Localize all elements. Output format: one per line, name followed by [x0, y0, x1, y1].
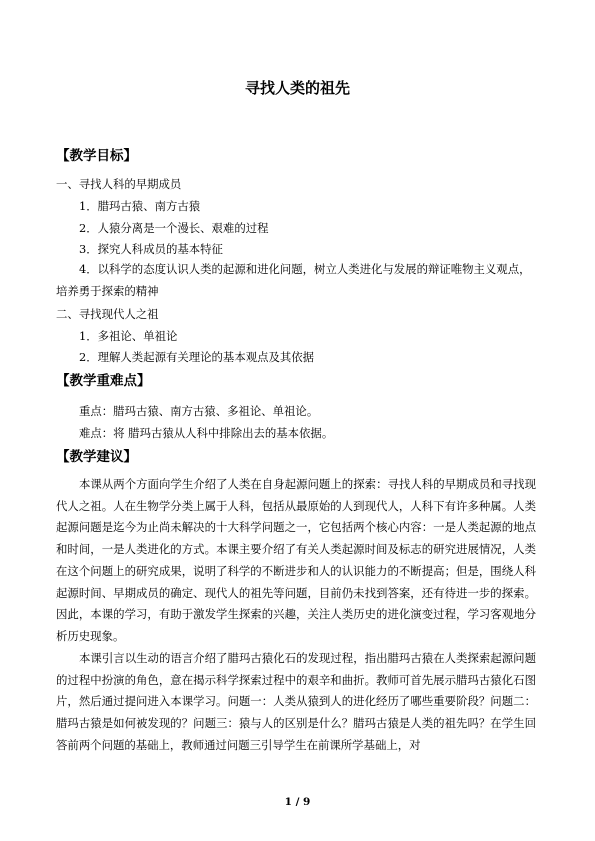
goals-item: 3．探究人科成员的基本特征 [79, 242, 223, 256]
document-title: 寻找人类的祖先 [244, 79, 350, 97]
goals-item: 2．人猿分离是一个漫长、艰难的过程 [79, 221, 269, 235]
section-heading-keypoints: 【教学重难点】 [56, 373, 151, 389]
page-number: 1 / 9 [284, 796, 311, 808]
goals-item: 1．腊玛古猿、南方古猿 [79, 199, 201, 213]
goals-part2: 二、寻找现代人之祖 [56, 307, 159, 321]
suggestion-paragraph: 本课从两个方面向学生介绍了人类在自身起源问题上的探索：寻找人科的早期成员和寻找现代人之祖。人在生物学分类上属于人科，包括从最原始的人到现代人，人科下有许多种属。人类起源问题是迄今为止尚未解决的十大科学问题之一，它包括两个核心内容：一是人类起源的地点和时间，一是人类进化的方式。本课主要介绍了有关人类起源时间及标志的研究进展情况，人类在这个问题上的研究成果，说明了科学的不断进步和人的认识能力的不断提高；但是，围绕人科起源时间、早期成员的确定、现代人的祖先等问题，目前仍未找到答案，还有待进一步的探索。因此，本课的学习，有助于激发学生探索的兴趣，关注人类历史的进化演变过程，学习客观地分析历史现象。 [56, 477, 536, 643]
goals-item: 2．理解人类起源有关理论的基本观点及其依据 [79, 350, 315, 364]
goals-item: 4．以科学的态度认识人类的起源和进化问题，树立人类进化与发展的辩证唯物主义观点，培养勇于探索的精神 [56, 262, 531, 298]
section-heading-suggestions: 【教学建议】 [56, 449, 137, 465]
key-point: 重点：腊玛古猿、南方古猿、多祖论、单祖论。 [79, 404, 319, 418]
goals-part1: 一、寻找人科的早期成员 [56, 177, 182, 191]
suggestion-paragraph: 本课引言以生动的语言介绍了腊玛古猿化石的发现过程，指出腊玛古猿在人类探索起源问题的过程中扮演的角色，意在揭示科学探索过程中的艰辛和曲折。教师可首先展示腊玛古猿化石图片，然后通过提问进入本课学习。问题一：人类从猿到人的进化经历了哪些重要阶段？问题二：腊玛古猿是如何被发现的？问题三：猿与人的区别是什么？腊玛古猿是人类的祖先吗？在学生回答前两个问题的基础上，教师通过问题三引导学生在前课所学基础上，对 [56, 651, 536, 752]
difficult-point: 难点：将 腊玛古猿从人科中排除出去的基本依据。 [79, 426, 334, 440]
goals-item: 1．多祖论、单祖论 [79, 329, 178, 343]
section-heading-goals: 【教学目标】 [56, 148, 137, 164]
